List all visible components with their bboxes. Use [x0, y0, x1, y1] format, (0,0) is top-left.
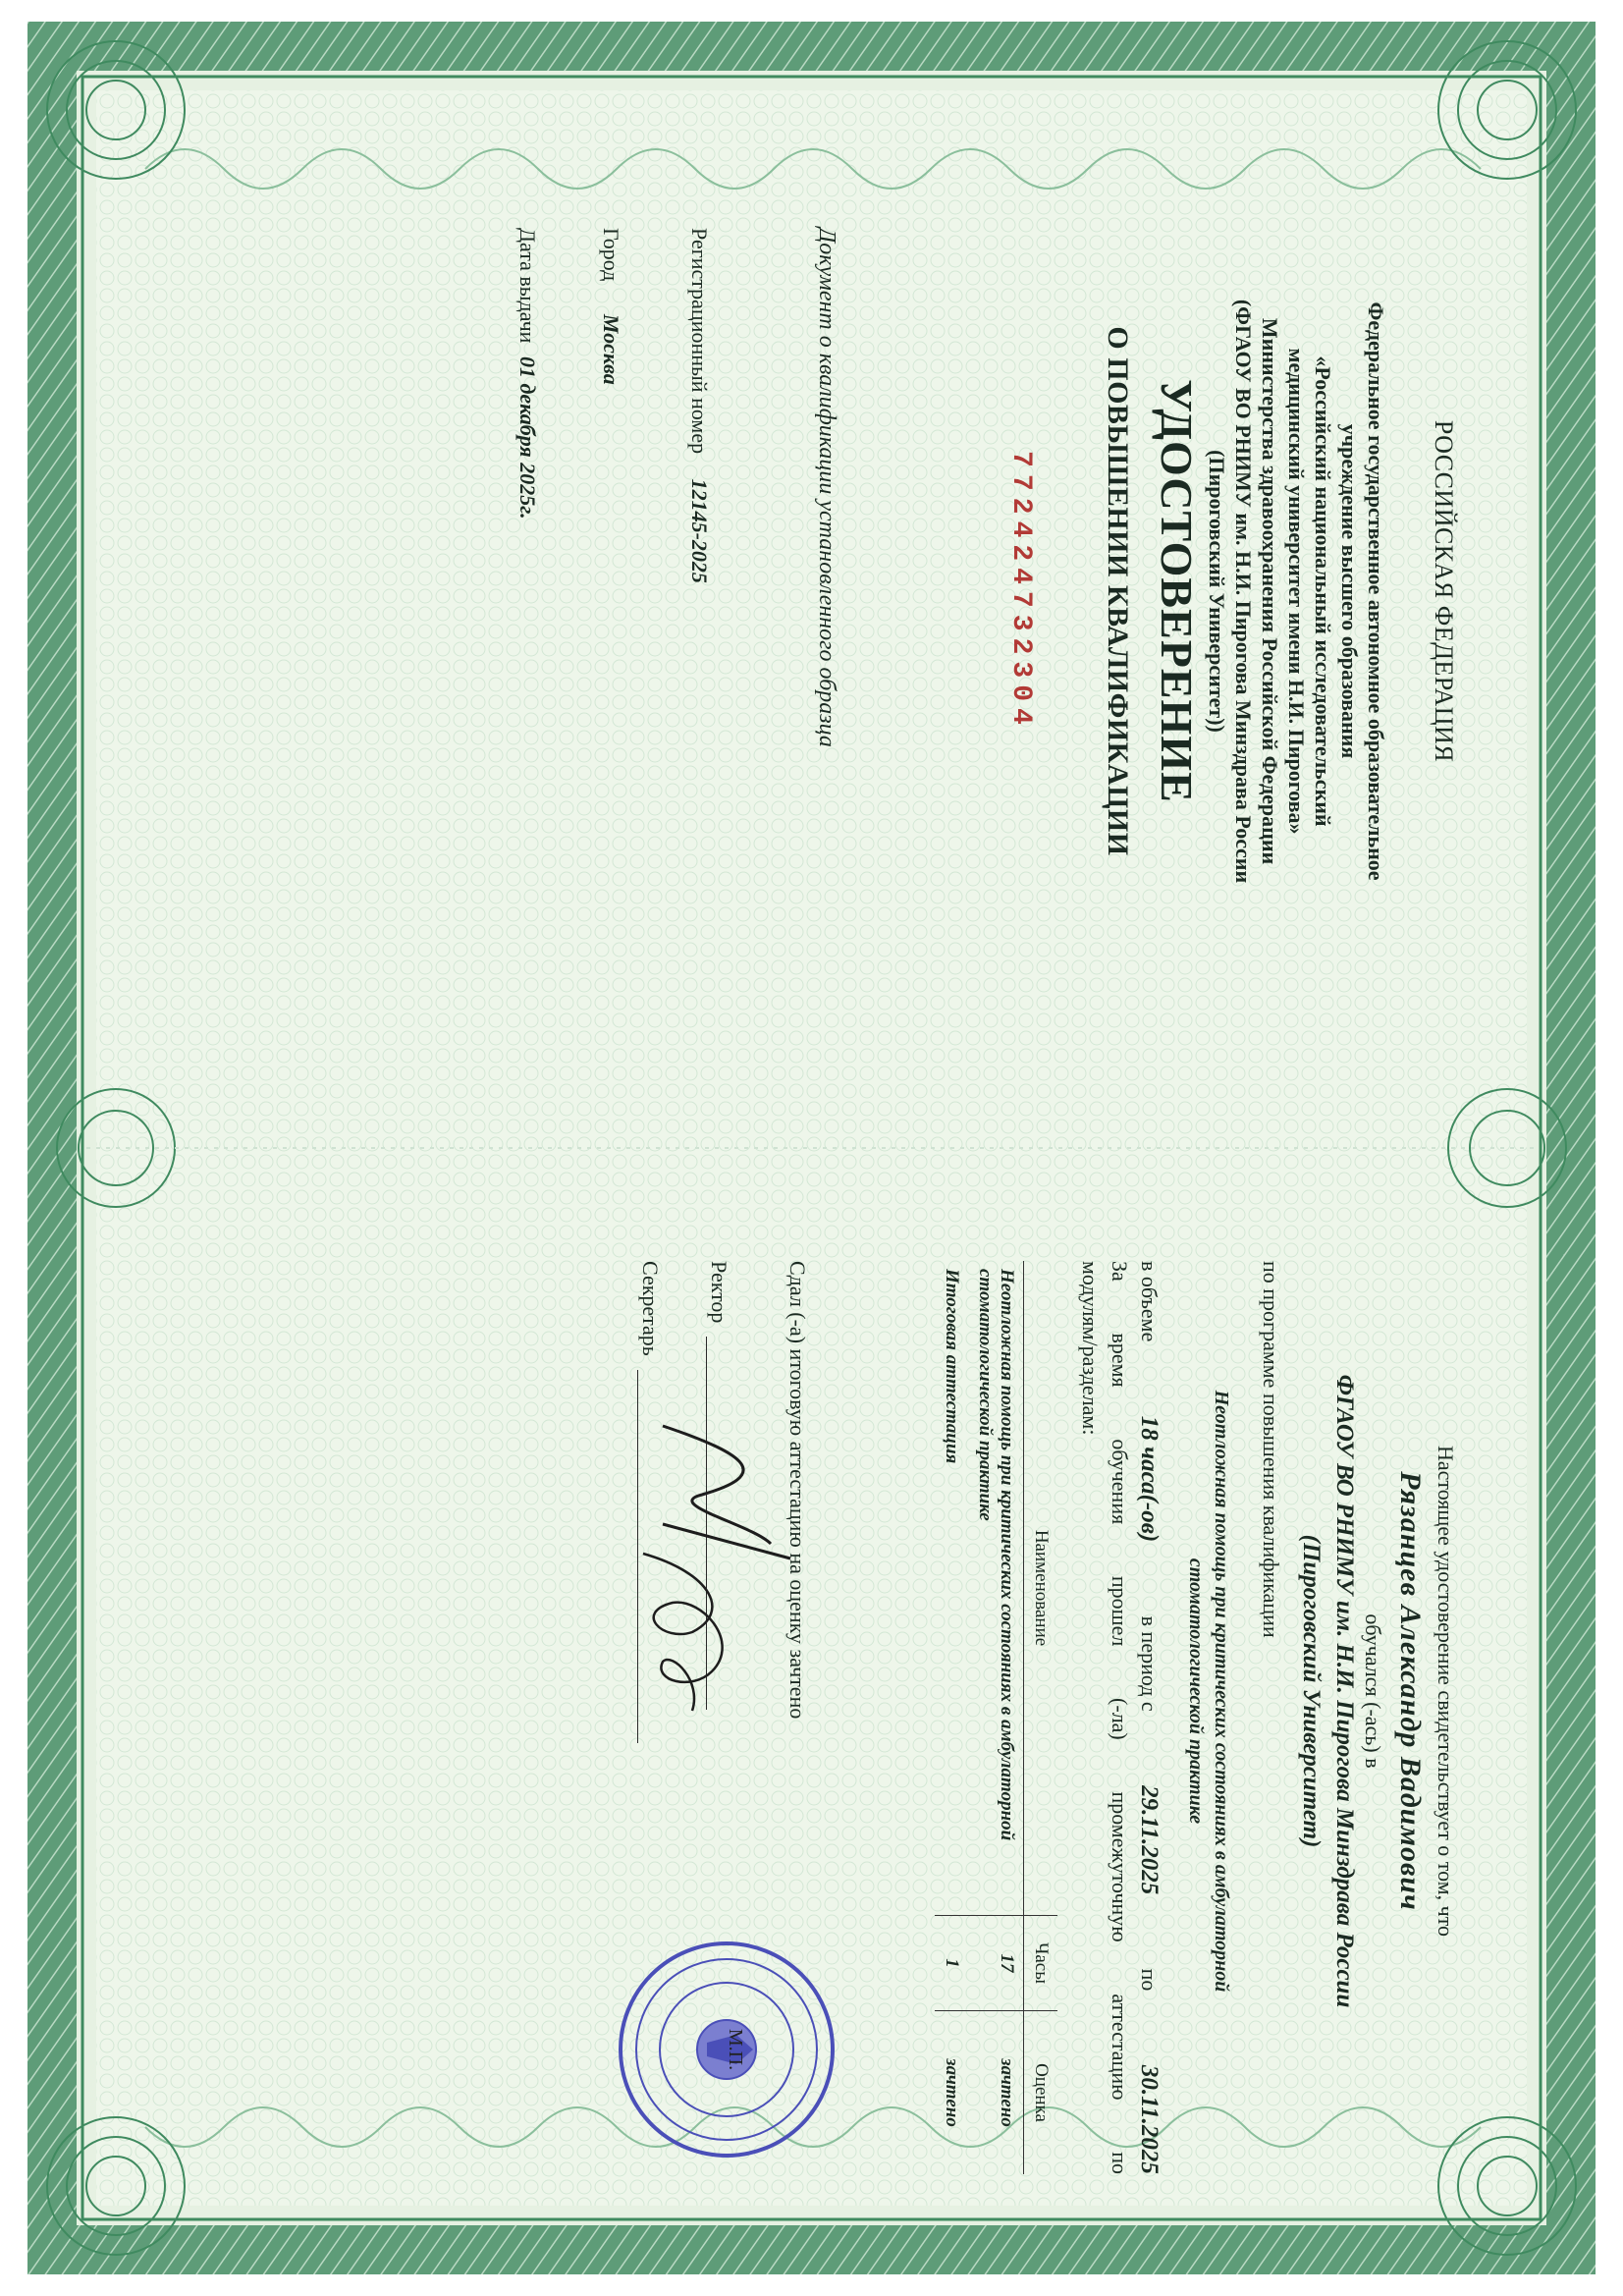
program-line: стоматологической практике — [1185, 1558, 1207, 1825]
official-seal — [614, 1937, 839, 2162]
volume-value: 18 часа(-ов) — [1136, 1415, 1163, 1543]
table-row — [935, 1261, 968, 2174]
program-label: по программе повышения квалификации — [1259, 1261, 1283, 1638]
document-note: Документ о квалификации установленного образца — [814, 228, 839, 747]
row-name: Неотложная помощь при критических состояниях в амбулаторной стоматологической практике — [968, 1261, 1024, 1916]
final-attestation: Сдал (-а) итоговую аттестацию на оценку зачтено — [785, 1261, 810, 1720]
program-line: Неотложная помощь при критических состояниях в амбулаторной — [1211, 1390, 1232, 1993]
org-line: учреждение высшего образования — [1337, 423, 1362, 759]
period-prefix: в период с — [1137, 1615, 1162, 1712]
org-short-name-2: (Пироговский Университет) — [1298, 1534, 1325, 1848]
row-grade: зачтено — [997, 2058, 1017, 2127]
person-name: Рязанцев Александр Вадимович — [1394, 1471, 1427, 1911]
volume-prefix: в объеме — [1137, 1261, 1162, 1342]
volume-period — [1075, 1261, 1163, 2174]
registration-number: 12145-2025 — [687, 478, 712, 583]
org-line: медицинский университет имени Н.И. Пирогова» — [1284, 348, 1309, 835]
grades-table — [935, 1261, 1057, 2174]
col-header-hours: Часы — [1024, 1916, 1058, 2011]
attest-line-2: модулям/разделам: — [1078, 1261, 1103, 1436]
secretary-label: Секретарь — [638, 1261, 663, 1356]
row-hours: 1 — [935, 1916, 968, 2011]
table-row — [968, 1261, 1024, 2174]
landscape-content — [27, 22, 1596, 2274]
organization-block — [1204, 90, 1389, 1092]
date-to: 30.11.2025 — [1136, 2064, 1163, 2174]
org-line: (ФГАОУ ВО РНИМУ им. Н.И. Пирогова Минздрава России — [1231, 299, 1256, 884]
registration-label: Регистрационный номер — [687, 228, 712, 455]
serial-number: 772424732304 — [1005, 451, 1036, 732]
period-to: по — [1137, 1968, 1162, 1992]
certificate-page — [27, 22, 1596, 2274]
country-heading: РОССИЙСКАЯ ФЕДЕРАЦИЯ — [1430, 419, 1458, 763]
rector-label: Ректор — [707, 1261, 731, 1324]
attest-line: За время обучения прошел (-ла) промежуточную аттестацию по — [1108, 1261, 1132, 2174]
org-short-name: ФГАОУ ВО РНИМУ им. Н.И. Пирогова Минздрава России — [1331, 1374, 1358, 2008]
program-name — [1183, 1220, 1234, 2162]
org-line: Федеральное государственное автономное образовательное — [1364, 301, 1388, 881]
table-header-row — [1024, 1261, 1058, 2174]
signature-marks — [614, 1387, 810, 1779]
row-grade: зачтено — [942, 2058, 962, 2127]
volume-row — [1134, 1261, 1163, 2174]
intro-text: Настоящее удостоверение свидетельствует о том, что — [1434, 1445, 1458, 1938]
col-header-name: Наименование — [1024, 1261, 1058, 1916]
row-name: Итоговая аттестация — [935, 1261, 968, 1916]
org-line: «Российский национальный исследовательский — [1311, 355, 1335, 827]
document-title: УДОСТОВЕРЕНИЕ — [1152, 379, 1202, 803]
city-label: Город — [599, 228, 623, 282]
studied-text: обучался (-ась) в — [1361, 1613, 1385, 1769]
date-from: 29.11.2025 — [1136, 1785, 1163, 1895]
mp-label: М.П. — [725, 2028, 746, 2071]
document-subtitle: О ПОВЫШЕНИИ КВАЛИФИКАЦИИ — [1102, 326, 1134, 856]
issue-date-value: 01 декабря 2025г. — [515, 355, 540, 519]
issue-date-row — [514, 228, 540, 1013]
issue-date-label: Дата выдачи — [515, 228, 540, 344]
org-line: Министерства здравоохранения Российской Федерации — [1258, 317, 1282, 865]
registration-row — [686, 228, 712, 1013]
col-header-grade: Оценка — [1024, 2011, 1058, 2175]
city-row — [598, 228, 623, 1013]
org-line: (Пироговский Университет)) — [1205, 450, 1229, 733]
city-value: Москва — [599, 313, 623, 385]
row-hours: 17 — [968, 1916, 1024, 2011]
